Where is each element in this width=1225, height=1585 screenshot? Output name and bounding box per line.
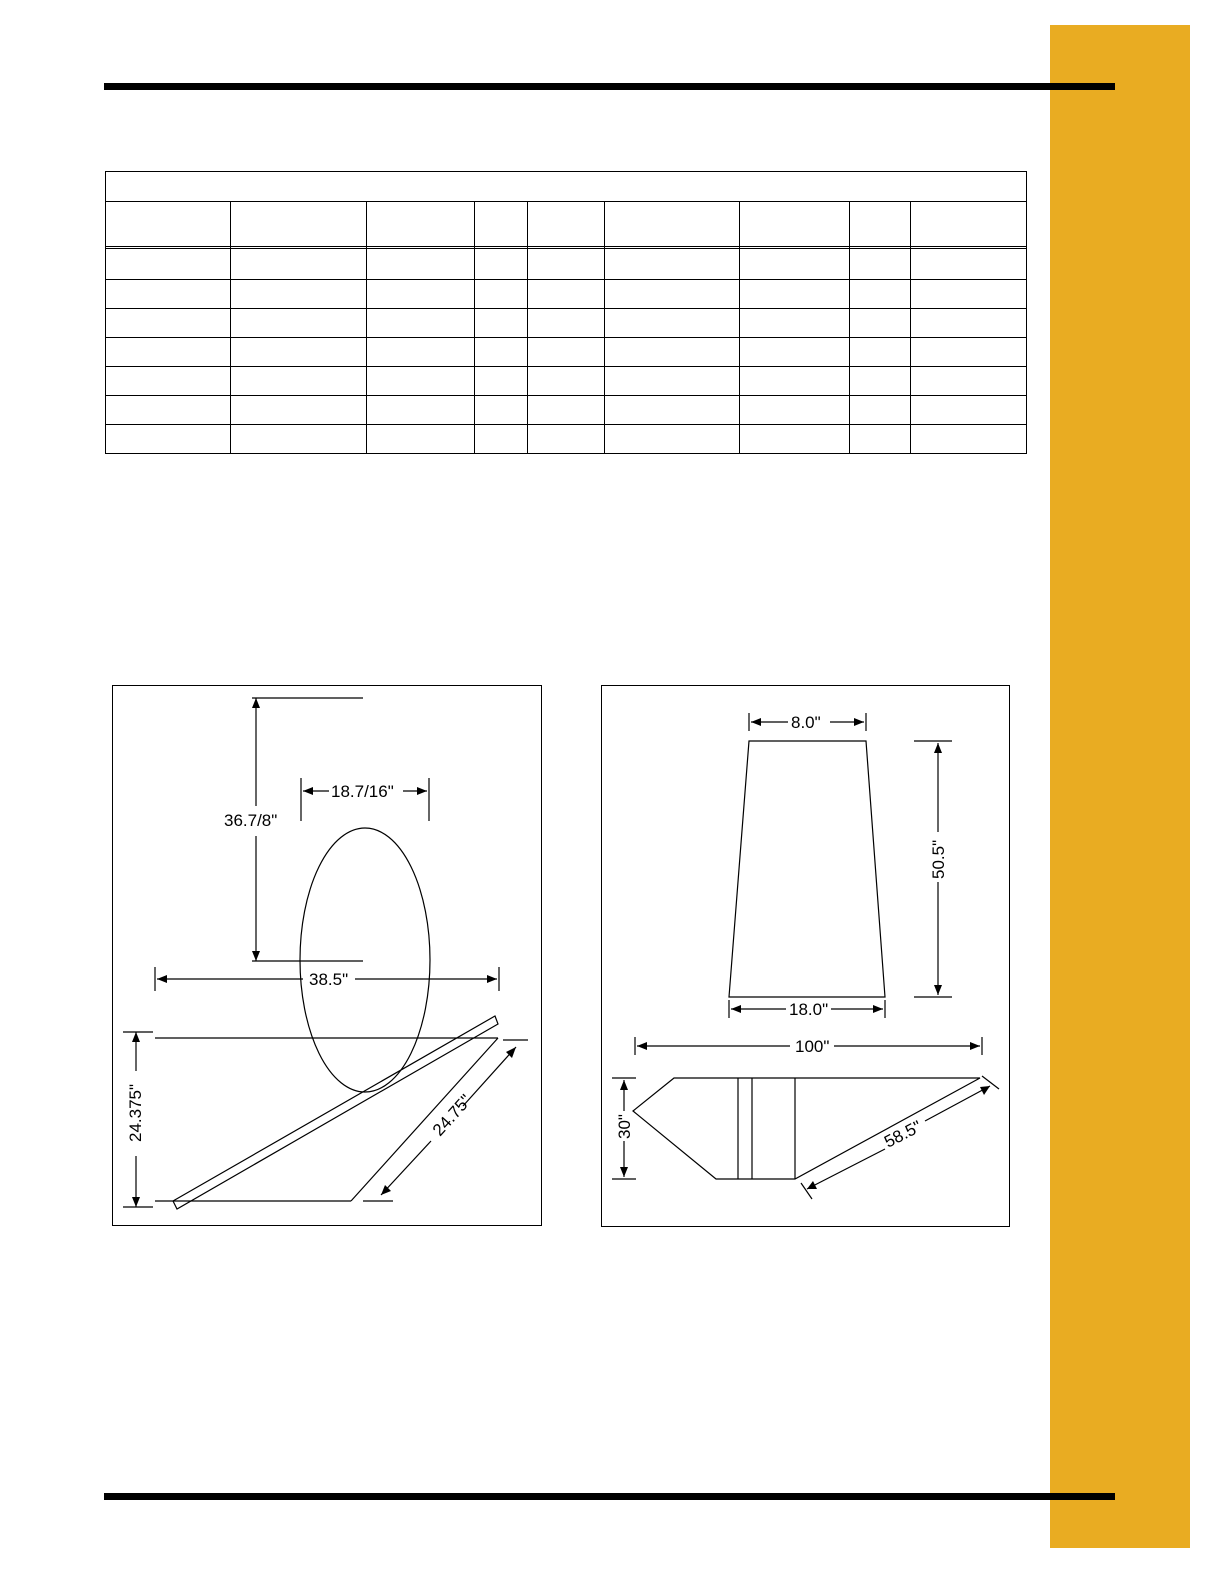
- diagonal-label: 58.5": [881, 1116, 925, 1152]
- overall-width-label: 38.5": [309, 970, 349, 989]
- table-title-row: [106, 172, 1026, 202]
- side-height-label: 30": [615, 1114, 634, 1139]
- tapered-panel-drawing: [602, 686, 1011, 1228]
- side-profile-shape: [633, 1078, 980, 1179]
- section-tab: [1050, 25, 1190, 1548]
- tapered-panel-shape: [729, 741, 885, 997]
- table-column-divider: [366, 201, 367, 453]
- oval-plate-shape: [300, 828, 430, 1092]
- table-column-divider: [910, 201, 911, 453]
- oval-plate-figure: [112, 685, 542, 1226]
- panel-height-label: 50.5": [929, 839, 948, 879]
- table-row-divider: [106, 337, 1026, 338]
- table-row-divider: [106, 279, 1026, 280]
- oval-height-label: 36.7/8": [224, 811, 278, 830]
- oval-plate-drawing: [113, 686, 543, 1227]
- table-column-divider: [849, 201, 850, 453]
- table-row-divider: [106, 366, 1026, 367]
- table-row-divider: [106, 424, 1026, 425]
- table-row-divider: [106, 395, 1026, 396]
- table-column-divider: [230, 201, 231, 453]
- table-column-divider: [527, 201, 528, 453]
- table-row-divider: [106, 308, 1026, 309]
- spec-table: [105, 171, 1027, 454]
- footer-rule: [104, 1493, 1115, 1500]
- table-header-row: [106, 201, 1026, 249]
- side-height-label: 24.375": [126, 1083, 145, 1142]
- top-width-label: 8.0": [791, 713, 821, 732]
- table-column-divider: [604, 201, 605, 453]
- overall-length-label: 100": [795, 1037, 830, 1056]
- table-column-divider: [474, 201, 475, 453]
- tapered-panel-figure: [601, 685, 1010, 1227]
- header-rule: [104, 83, 1115, 90]
- diagonal-label: 24.75": [428, 1090, 476, 1140]
- oval-width-label: 18.7/16": [331, 782, 394, 801]
- table-column-divider: [739, 201, 740, 453]
- bottom-width-label: 18.0": [789, 1000, 829, 1019]
